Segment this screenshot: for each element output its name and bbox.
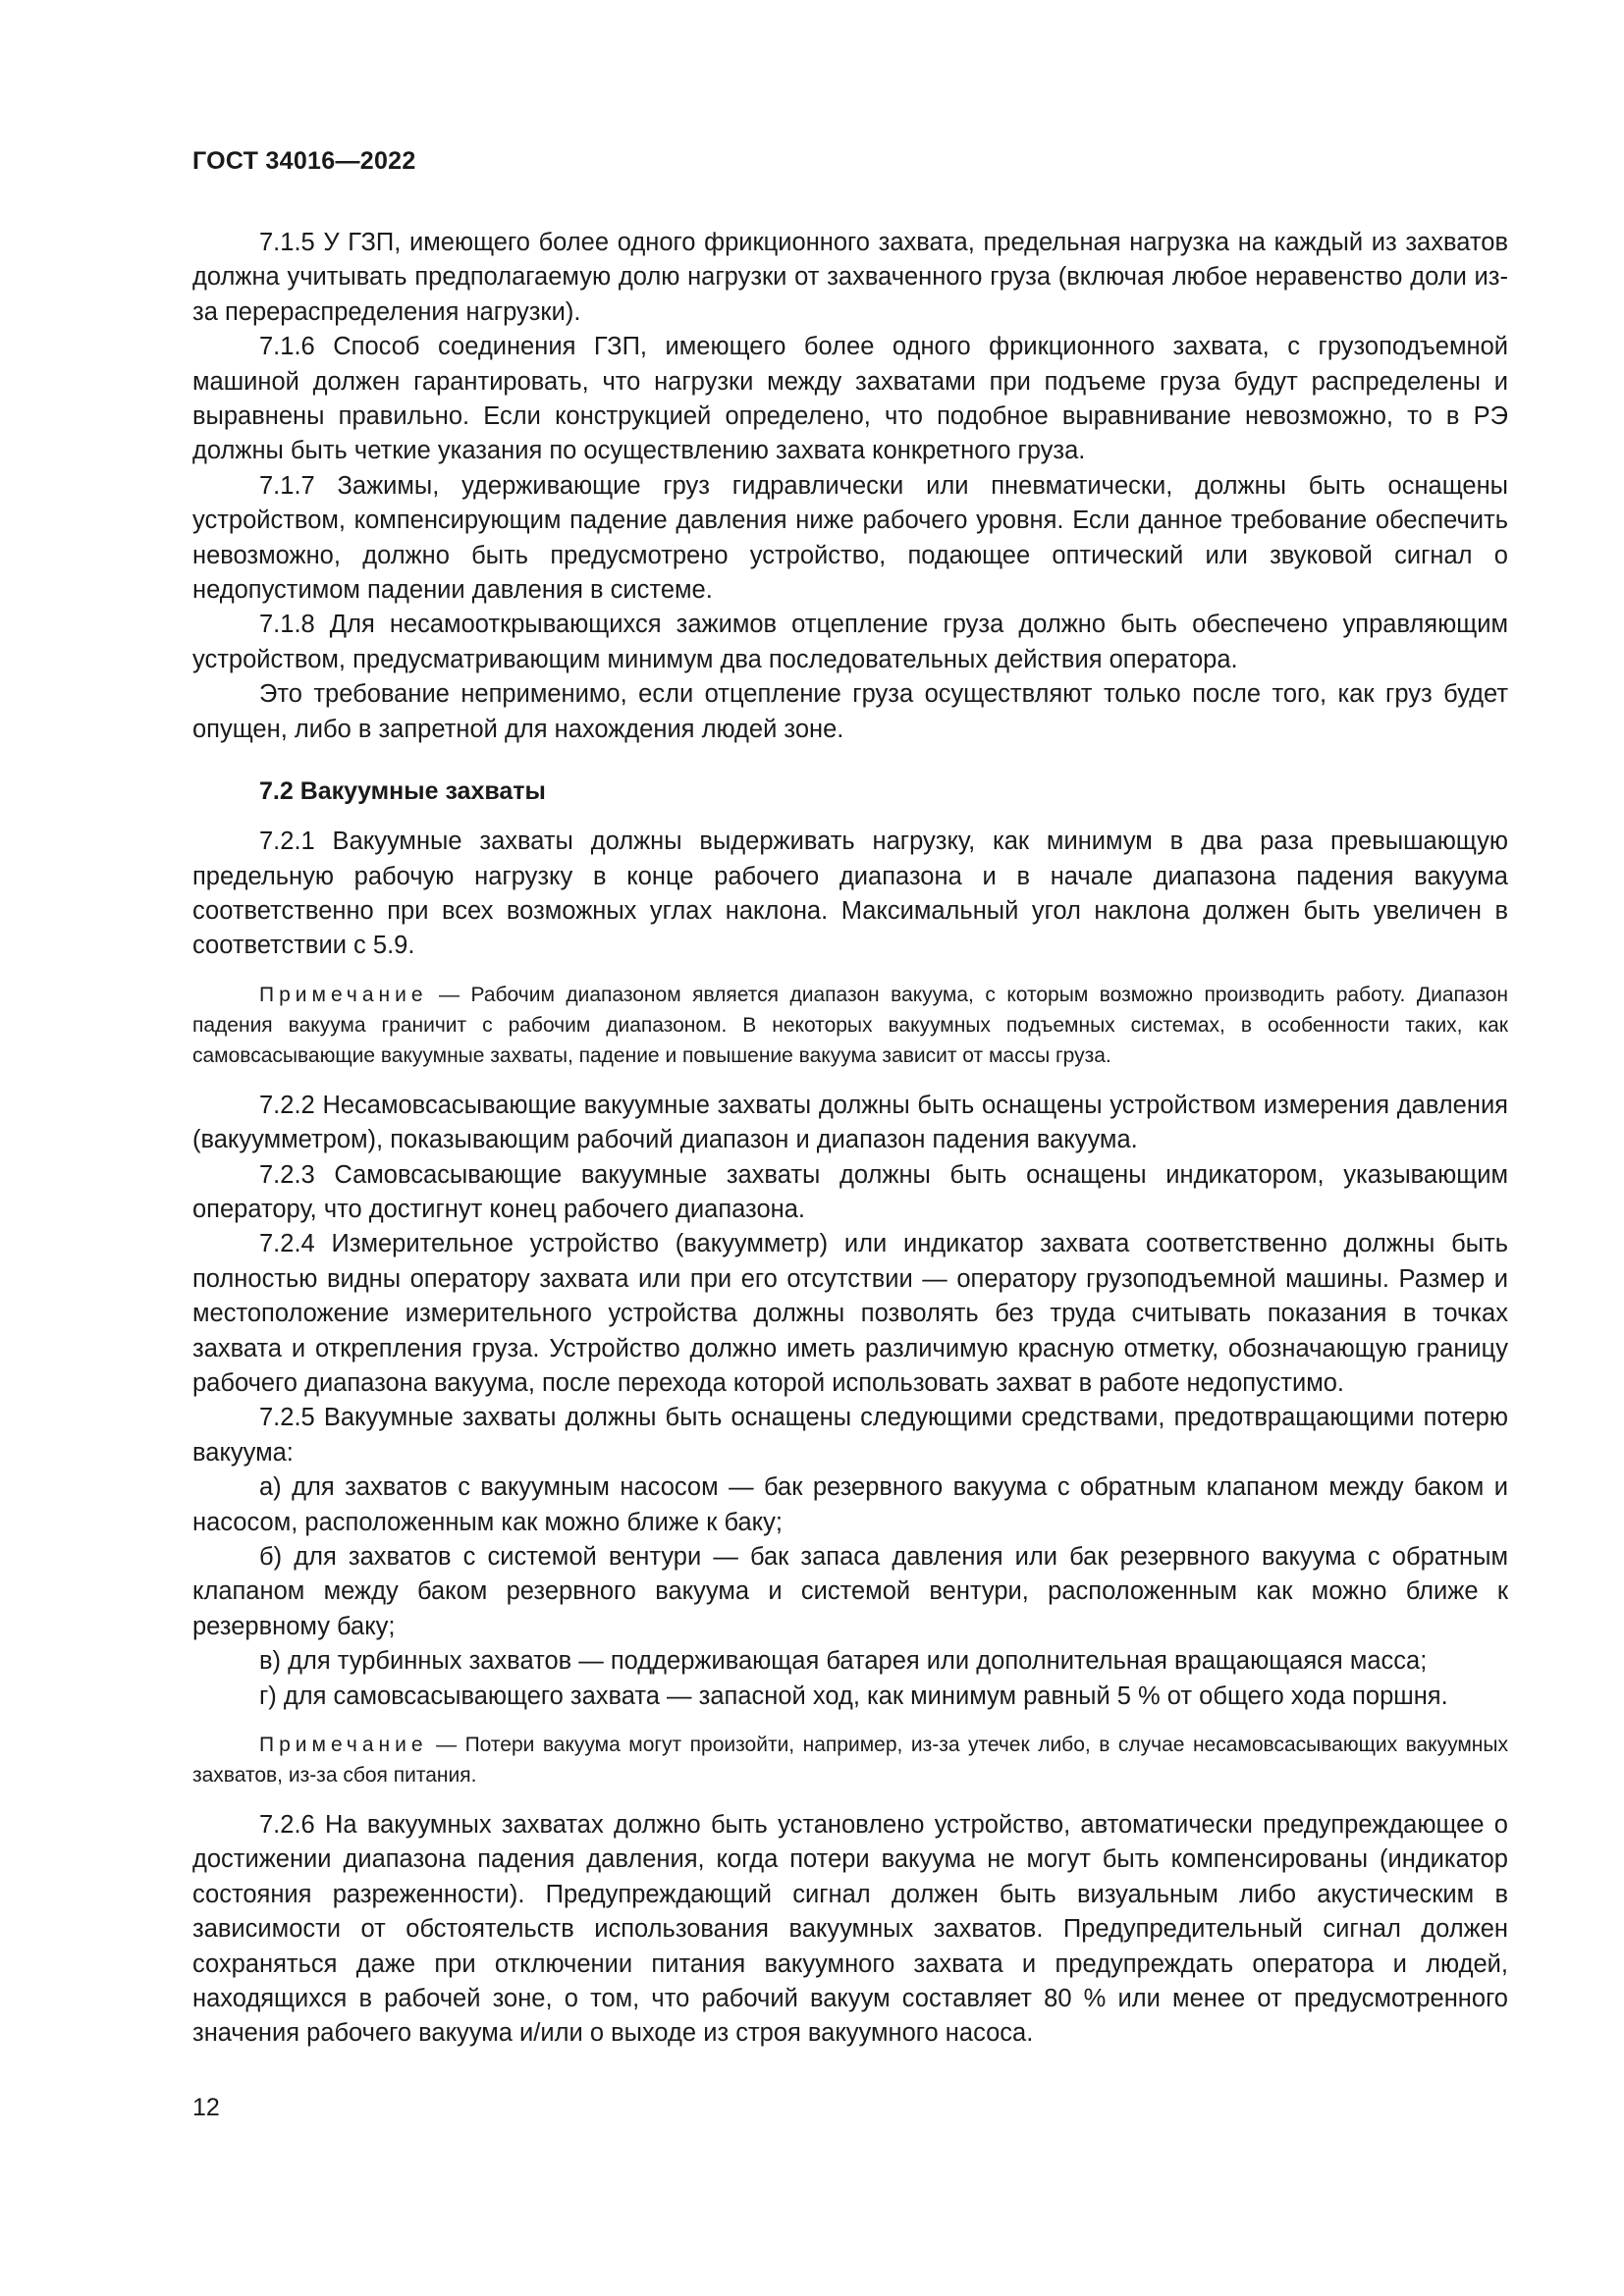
paragraph-7-2-5: 7.2.5 Вакуумные захваты должны быть оснащены следующими средствами, предотвращающими потерю вакуума: — [192, 1404, 1508, 1467]
page-number: 12 — [192, 2094, 220, 2121]
list-item-b: б) для захватов с системой вентури — бак запаса давления или бак резервного вакуума с обратным клапаном между баком резервного вакуума и системой вентури, расположенным как можно ближе к резервному баку; — [192, 1543, 1508, 1640]
paragraph-7-2-3: 7.2.3 Самовсасывающие вакуумные захваты должны быть оснащены индикатором, указывающим оператору, что достигнут конец рабочего диапазона. — [192, 1160, 1508, 1223]
paragraph-7-1-5: 7.1.5 У ГЗП, имеющего более одного фрикционного захвата, предельная нагрузка на каждый из захватов должна учитывать предполагаемую долю нагрузки от захваченного груза (включая любое неравенство доли из-за перераспределения нагрузки). — [192, 229, 1508, 326]
paragraph-7-2-6: 7.2.6 На вакуумных захватах должно быть установлено устройство, автоматически предупреждающее о достижении диапазона падения давления, когда потери вакуума не могут быть компенсированы (индикатор состояния разреженности). Предупреждающий сигнал должен быть визуальным либо акустическим в зависимости от обстоятельств использования вакуумных захватов. Предупредительный сигнал должен сохраняться даже при отключении питания вакуумного захвата и предупреждать оператора и людей, находящихся в рабочей зоне, о том, что рабочий вакуум составляет 80 % или менее от предусмотренного значения рабочего вакуума и/или о выходе из строя вакуумного насоса. — [192, 1811, 1508, 2048]
list-item-g: г) для самовсасывающего захвата — запасной ход, как минимум равный 5 % от общего хода поршня. — [259, 1682, 1448, 1710]
paragraph-7-2-4: 7.2.4 Измерительное устройство (вакуумметр) или индикатор захвата соответственно должны быть полностью видны оператору захвата или при его отсутствии — оператору грузоподъемной машины. Размер и местоположение измерительного устройства должны позволять без труда считывать показания в точках захвата и открепления груза. Устройство должно иметь различимую красную отметку, обозначающую границу рабочего диапазона вакуума, после перехода которой использовать захват в работе недопустимо. — [192, 1230, 1508, 1397]
document-page — [192, 0, 1508, 2296]
paragraph-7-1-7: 7.1.7 Зажимы, удерживающие груз гидравлически или пневматически, должны быть оснащены устройством, компенсирующим падение давления ниже рабочего уровня. Если данное требование обеспечить невозможно, должно быть предусмотрено устройство, подающее оптический или звуковой сигнал о недопустимом падении давления в системе. — [192, 471, 1508, 605]
note-text: — Потери вакуума могут произойти, например, из-за утечек либо, в случае несамовсасывающих вакуумных захватов, из-за сбоя питания. — [192, 1734, 1508, 1788]
paragraph-7-2-2: 7.2.2 Несамовсасывающие вакуумные захваты должны быть оснащены устройством измерения давления (вакуумметром), показывающим рабочий диапазон и диапазон падения вакуума. — [192, 1091, 1508, 1154]
note-1 — [192, 980, 1508, 1071]
section-title-7-2: 7.2 Вакуумные захваты — [259, 777, 546, 806]
paragraph-7-1-6: 7.1.6 Способ соединения ГЗП, имеющего более одного фрикционного захвата, с грузоподъемной машиной должен гарантировать, что нагрузки между захватами при подъеме груза будут распределены и выравнены правильно. Если конструкцией определено, что подобное выравнивание невозможно, то в РЭ должны быть четкие указания по осуществлению захвата конкретного груза. — [192, 333, 1508, 465]
document-header: ГОСТ 34016—2022 — [192, 147, 416, 175]
note-2 — [192, 1730, 1508, 1790]
paragraph-7-1-8-continuation: Это требование неприменимо, если отцепление груза осуществляют только после того, как груз будет опущен, либо в запретной для нахождения людей зоне. — [192, 680, 1508, 743]
paragraph-7-1-8: 7.1.8 Для несамооткрывающихся зажимов отцепление груза должно быть обеспечено управляющим устройством, предусматривающим минимум два последовательных действия оператора. — [192, 611, 1508, 673]
note-text: — Рабочим диапазоном является диапазон вакуума, с которым возможно производить работу. Диапазон падения вакуума граничит с рабочим диапазоном. В некоторых вакуумных подъемных системах, в особенности таких, как самовсасывающие вакуумные захваты, падение и повышение вакуума зависит от массы груза. — [192, 983, 1508, 1067]
note-label: Примечание — [259, 1734, 428, 1757]
note-label: Примечание — [259, 983, 428, 1006]
list-item-v: в) для турбинных захватов — поддерживающая батарея или дополнительная вращающаяся масса; — [259, 1647, 1428, 1676]
list-item-a: а) для захватов с вакуумным насосом — бак резервного вакуума с обратным клапаном между баком и насосом, расположенным как можно ближе к баку; — [192, 1473, 1508, 1536]
document-body — [192, 226, 1508, 2052]
paragraph-7-2-1: 7.2.1 Вакуумные захваты должны выдерживать нагрузку, как минимум в два раза превышающую предельную рабочую нагрузку в конце рабочего диапазона и в начале диапазона падения вакуума соответственно при всех возможных углах наклона. Максимальный угол наклона должен быть увеличен в соответствии с 5.9. — [192, 828, 1508, 960]
